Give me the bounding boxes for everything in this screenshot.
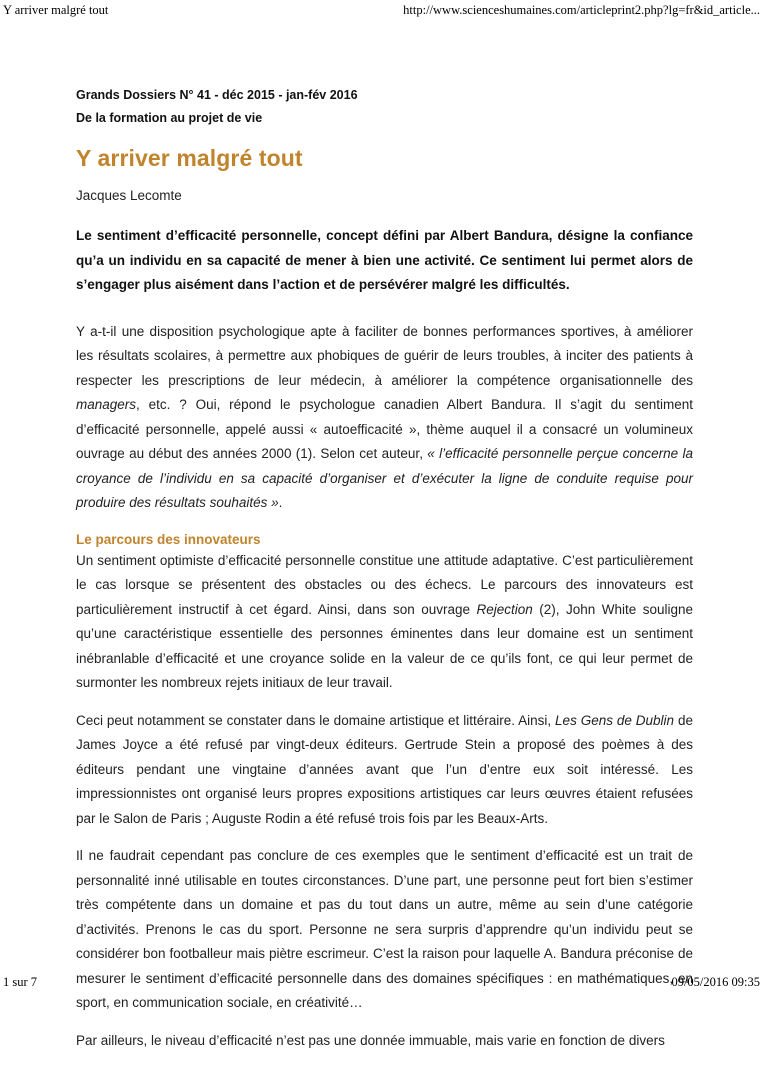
article-chapeau: Le sentiment d’efficacité personnelle, concept défini par Albert Bandura, désigne la confiance qu’a un individu en sa capacité de mener à bien une activité. Ce sentiment lui permet alors de s’engager plus aisément dans l’action et de persévérer malgré les difficultés. (76, 228, 693, 292)
article-author: Jacques Lecomte (76, 188, 182, 203)
issue-line: Grands Dossiers N° 41 - déc 2015 - jan-fév 2016 (76, 88, 358, 102)
print-header-url: http://www.scienceshumaines.com/articleprint2.php?lg=fr&id_article... (403, 3, 760, 17)
rubric-line: De la formation au projet de vie (76, 111, 263, 125)
print-datetime: 09/05/2016 09:35 (671, 975, 760, 989)
article (76, 88, 693, 1066)
print-footer (0, 972, 768, 994)
paragraph-4: Il ne faudrait cependant pas conclure de ces exemples que le sentiment d’efficacité est un trait de personnalité inné utilisable en toutes circonstances. D’une part, une personne peut fort bien s’estimer très compétente dans un domaine et pas du tout dans un autre, même au sein d’une catégorie d’activités. Prenons le cas du sport. Personne ne sera surpris d’apprendre qu’un individu peut se considérer bon footballeur mais piètre escrimeur. C’est la raison pour laquelle A. Bandura préconise de mesurer le sentiment d’efficacité personnelle dans des domaines spécifiques : en mathématiques, en sport, en communication sociale, en créativité… (76, 848, 693, 1010)
text-run: . (278, 495, 283, 510)
paragraph-2 (76, 549, 693, 696)
print-header-title: Y arriver malgré tout (3, 3, 109, 17)
paragraph-1 (76, 320, 693, 516)
text-run: Un sentiment optimiste d’efficacité personnelle constitue une attitude adaptative. C’est particulièrement le cas lorsque se présentent des obstacles ou des échecs. Le parcours des innovateurs est particulièrement instructif à cet égard. Ainsi, dans son ouvrage (76, 552, 693, 617)
section-title: Le parcours des innovateurs (76, 531, 261, 547)
text-run: Ceci peut notamment se constater dans le domaine artistique et littéraire. Ainsi, (76, 712, 556, 728)
article-title: Y arriver malgré tout (76, 145, 303, 171)
italic-run: managers (76, 397, 137, 412)
page-counter: 1 sur 7 (3, 975, 38, 989)
text-run: Y a-t-il une disposition psychologique apte à faciliter de bonnes performances sportives, à améliorer les résultats scolaires, à permettre aux phobiques de guérir de leurs troubles, à inciter des patients à respecter les prescriptions de leur médecin, à améliorer la compétence organisationnelle des (76, 323, 693, 388)
print-header (0, 0, 768, 22)
paragraph-3 (76, 709, 693, 832)
text-run: (2), John White souligne qu’une caractéristique essentielle des personnes éminentes dans leur domaine est un sentiment inébranlable d’efficacité et une croyance solide en la valeur de ce qu’ils font, ce qui leur permet de surmonter les nombreux rejets initiaux de leur travail. (76, 601, 693, 690)
italic-quote: « l’efficacité personnelle perçue concerne la croyance de l’individu en sa capacité d’organiser et d’exécuter la ligne de conduite requise pour produire des résultats souhaités » (76, 446, 693, 510)
text-run: , etc. ? Oui, répond le psychologue canadien Albert Bandura. Il s’agit du sentiment d’efficacité personnelle, appelé aussi « autoefficacité », thème auquel il a consacré un volumineux ouvrage au début des années 2000 (1). Selon cet auteur, (76, 397, 693, 461)
italic-run: Rejection (476, 601, 533, 617)
paragraph-5: Par ailleurs, le niveau d’efficacité n’est pas une donnée immuable, mais varie en fonction de divers (76, 1032, 665, 1048)
text-run: de James Joyce a été refusé par vingt-deux éditeurs. Gertrude Stein a proposé des poèmes à des éditeurs pendant une vingtaine d’années avant que l’un d’entre eux soit intéressé. Les impressionnistes ont organisé leurs propres expositions artistiques car leurs œuvres étaient refusées par le Salon de Paris ; Auguste Rodin a été refusé trois fois par les Beaux-Arts. (76, 712, 693, 826)
italic-run: Les Gens de Dublin (555, 712, 675, 728)
